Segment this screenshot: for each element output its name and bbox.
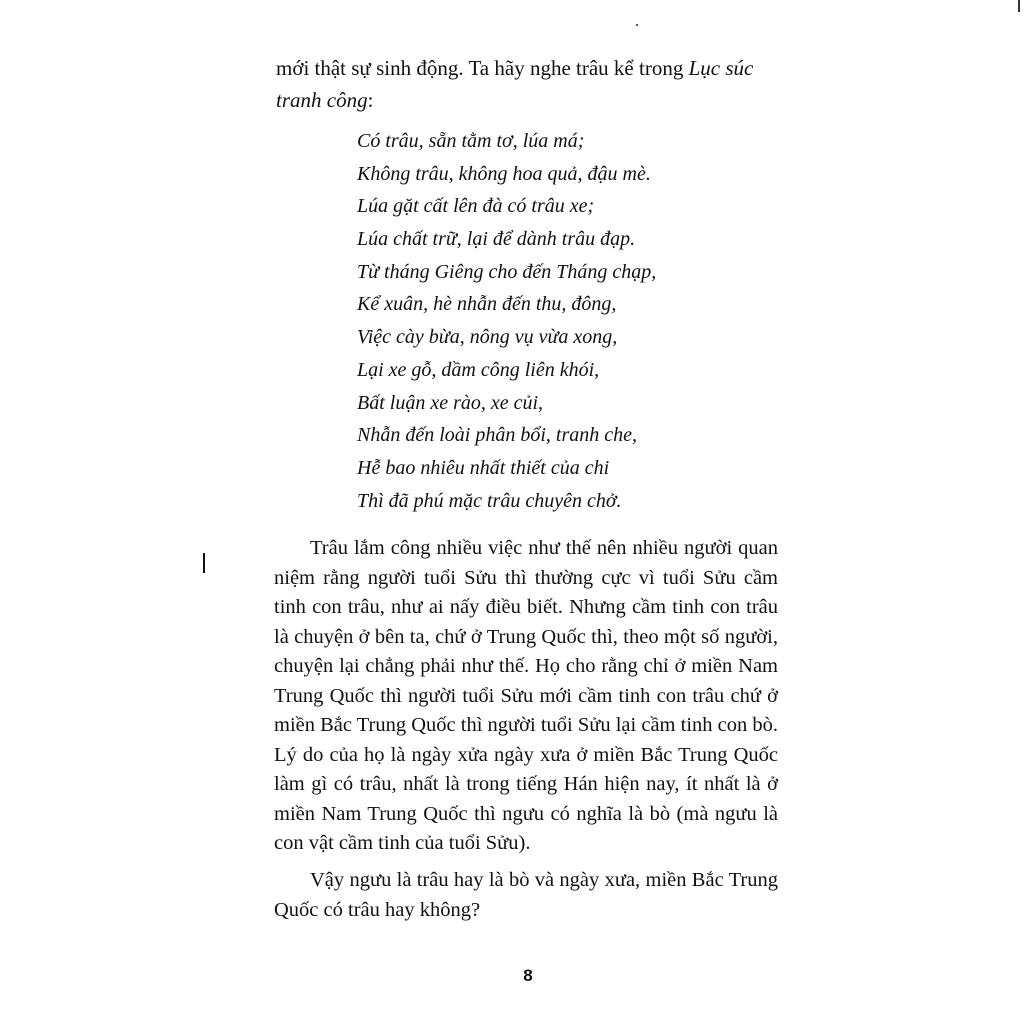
paragraph-line: Quốc có trâu hay không?	[274, 898, 481, 921]
paragraph-line: chuyện lại chẳng phải như thế. Họ cho rằng chỉ ở miền Nam	[274, 655, 778, 677]
poem-line: Kể xuân, hè nhẫn đến thu, đông,	[357, 293, 617, 316]
poem-line: Lại xe gỗ, dầm công liên khói,	[357, 358, 600, 381]
poem-line: Lúa chất trữ, lại để dành trâu đạp.	[357, 228, 636, 251]
paragraph-line: làm gì có trâu, nhất là trong tiếng Hán hiện nay, ít nhất là ở	[274, 773, 778, 795]
poem-line: Nhẫn đến loài phân bổi, tranh che,	[357, 424, 637, 447]
intro-paragraph	[276, 52, 776, 116]
intro-book-title-part2: tranh công	[276, 88, 368, 112]
poem-line: Không trâu, không hoa quả, đậu mè.	[357, 162, 651, 185]
page-edge-mark	[1018, 0, 1020, 12]
poem-line: Việc cày bừa, nông vụ vừa xong,	[357, 326, 618, 349]
paragraph-line: là chuyện ở bên ta, chứ ở Trung Quốc thì, theo một số người,	[274, 625, 778, 648]
poem-line: Thì đã phú mặc trâu chuyên chở.	[357, 489, 622, 512]
paragraph-line: miền Bắc Trung Quốc thì người tuổi Sửu lại cầm tinh con bò.	[274, 714, 778, 736]
paragraph-line: con vật cầm tinh của tuổi Sửu).	[274, 832, 531, 854]
body-paragraph-1	[274, 534, 778, 859]
intro-colon: :	[367, 88, 374, 112]
intro-book-title-part1: Lục súc	[688, 56, 754, 80]
poem-excerpt	[357, 125, 656, 517]
paragraph-line: Trung Quốc thì người tuổi Sửu mới cầm tinh con trâu chứ ở	[274, 684, 778, 707]
paragraph-line: Vậy ngưu là trâu hay là bò và ngày xưa, miền Bắc Trung	[310, 869, 778, 891]
paragraph-line: tinh con trâu, như ai nấy điều biết. Nhưng cầm tinh con trâu	[274, 596, 778, 618]
ink-speck	[636, 24, 638, 26]
poem-line: Có trâu, sẵn tằm tơ, lúa má;	[357, 130, 585, 152]
margin-mark	[203, 553, 205, 573]
paragraph-line: Lý do của họ là ngày xửa ngày xưa ở miền Bắc Trung Quốc	[274, 743, 778, 766]
poem-line: Từ tháng Giêng cho đến Tháng chạp,	[357, 260, 657, 283]
paragraph-line: miền Nam Trung Quốc thì ngưu có nghĩa là bò (mà ngưu là	[274, 802, 778, 825]
body-paragraph-2	[274, 866, 778, 925]
page-number: 8	[523, 966, 533, 985]
paragraph-line: Trâu lắm công nhiều việc như thế nên nhiều người quan	[310, 537, 778, 559]
poem-line: Hễ bao nhiêu nhất thiết của chi	[357, 456, 610, 479]
paragraph-line: niệm rằng người tuổi Sửu thì thường cực vì tuổi Sửu cầm	[274, 566, 778, 589]
poem-line: Lúa gặt cất lên đà có trâu xe;	[357, 195, 595, 218]
intro-text: mới thật sự sinh động. Ta hãy nghe trâu kể trong	[276, 56, 689, 80]
poem-line: Bất luận xe rào, xe củi,	[357, 391, 544, 414]
